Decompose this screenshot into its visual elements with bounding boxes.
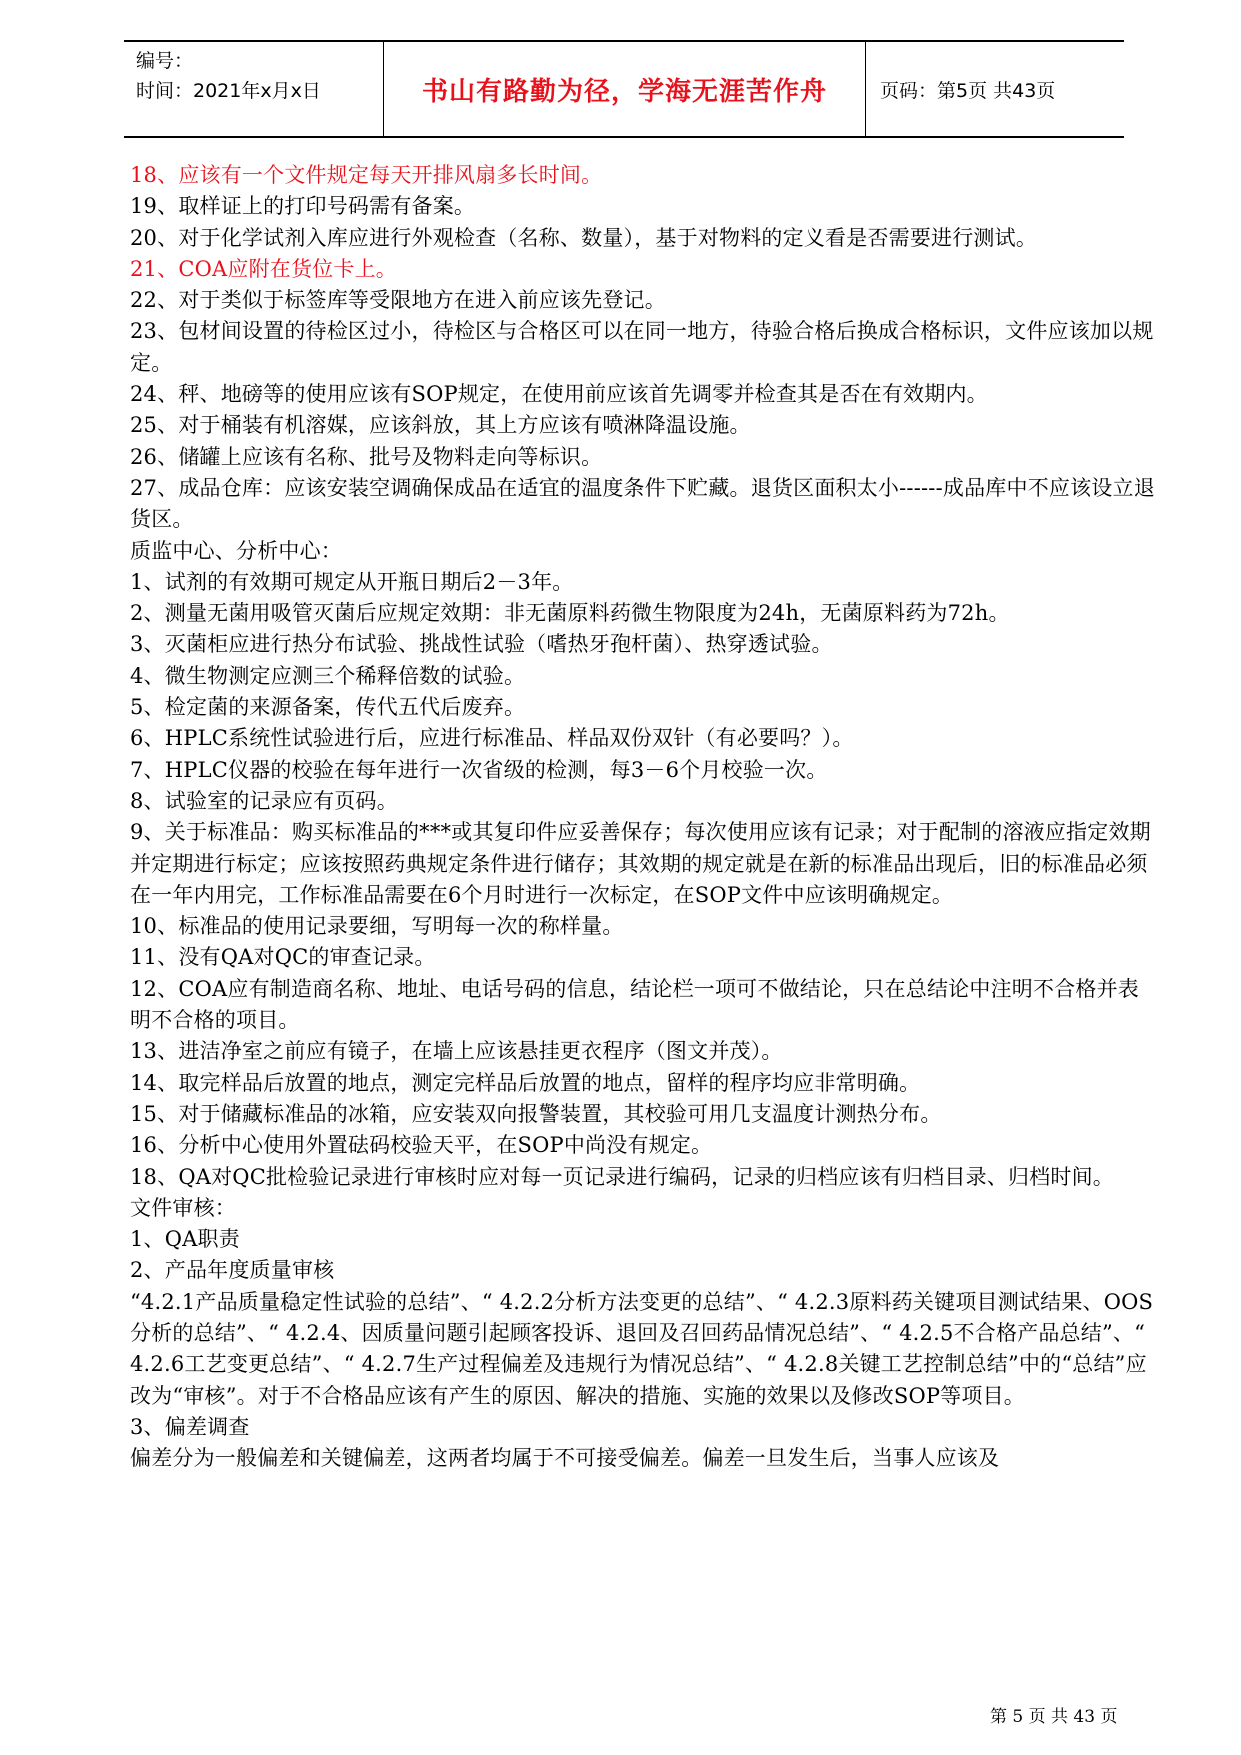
paragraph: 12、COA应有制造商名称、地址、电话号码的信息，结论栏一项可不做结论，只在总结论中注明不合格并表明不合格的项目。 bbox=[130, 976, 1139, 1033]
paragraph: 9、关于标准品：购买标准品的***或其复印件应妥善保存；每次使用应该有记录；对于配制的溶液应指定效期并定期进行标定；应该按照药典规定条件进行储存；其效期的规定就是在新的标准品出现后，旧的标准品必须在一年内用完，工作标准品需要在6个月时进行一次标定，在SOP文件中应该明确规定。 bbox=[130, 820, 1151, 907]
paragraph: 27、成品仓库：应该安装空调确保成品在适宜的温度条件下贮藏。退货区面积太小------成品库中不应该设立退货区。 bbox=[130, 475, 1155, 532]
paragraph: 22、对于类似于标签库等受限地方在进入前应该先登记。 bbox=[130, 288, 666, 313]
paragraph: 16、分析中心使用外置砝码校验天平，在SOP中尚没有规定。 bbox=[130, 1133, 713, 1158]
paragraph: 质监中心、分析中心： bbox=[130, 538, 342, 563]
paragraph: 18、应该有一个文件规定每天开排风扇多长时间。 bbox=[130, 163, 603, 187]
paragraph: 2、产品年度质量审核 bbox=[130, 1258, 335, 1283]
paragraph: 1、试剂的有效期可规定从开瓶日期后2－3年。 bbox=[130, 569, 574, 594]
header-motto: 书山有路勤为径，学海无涯苦作舟 bbox=[384, 42, 866, 136]
paragraph: 3、偏差调查 bbox=[130, 1414, 250, 1439]
header-meta bbox=[124, 42, 384, 136]
paragraph: 15、对于储藏标准品的冰箱，应安装双向报警装置，其校验可用几支温度计测热分布。 bbox=[130, 1101, 942, 1126]
paragraph: 13、进洁净室之前应有镜子，在墙上应该悬挂更衣程序（图文并茂）。 bbox=[130, 1039, 783, 1064]
paragraph: 25、对于桶装有机溶媒，应该斜放，其上方应该有喷淋降温设施。 bbox=[130, 413, 751, 438]
paragraph: 偏差分为一般偏差和关键偏差，这两者均属于不可接受偏差。偏差一旦发生后，当事人应该及 bbox=[130, 1446, 1000, 1471]
paragraph: 7、HPLC仪器的校验在每年进行一次省级的检测，每3－6个月校验一次。 bbox=[130, 757, 828, 782]
paragraph: 2、测量无菌用吸管灭菌后应规定效期：非无菌原料药微生物限度为24h，无菌原料药为72h。 bbox=[130, 601, 1010, 626]
paragraph: 14、取完样品后放置的地点，测定完样品后放置的地点，留样的程序均应非常明确。 bbox=[130, 1070, 921, 1095]
paragraph: 19、取样证上的打印号码需有备案。 bbox=[130, 194, 476, 219]
paragraph: 8、试验室的记录应有页码。 bbox=[130, 788, 398, 813]
document-body bbox=[130, 160, 1160, 1474]
paragraph: 23、包材间设置的待检区过小，待检区与合格区可以在同一地方，待验合格后换成合格标识，文件应该加以规定。 bbox=[130, 319, 1154, 375]
paragraph: “4.2.1产品质量稳定性试验的总结”、“ 4.2.2分析方法变更的总结”、“ 4.2.3原料药关键项目测试结果、OOS分析的总结”、“ 4.2.4、因质量问题引起顾客投诉、退回及召回药品情况总结”、“ 4.2.5不合格产品总结”、“ 4.2.6工艺变更总结”、“ 4.2.7生产过程偏差及违规行为情况总结”、“ 4.2.8关键工艺控制总结”中的“总结”应改为“审核”。对于不合格品应该有产生的原因、解决的措施、实施的效果以及修改SOP等项目。 bbox=[130, 1289, 1154, 1408]
paragraph: 5、检定菌的来源备案，传代五代后废弃。 bbox=[130, 695, 526, 720]
paragraph: 1、QA职责 bbox=[130, 1227, 240, 1252]
paragraph: 6、HPLC系统性试验进行后，应进行标准品、样品双份双针（有必要吗？）。 bbox=[130, 726, 854, 751]
header-page-info: 页码：第5页 共43页 bbox=[880, 79, 1056, 102]
document-number-label: 编号： bbox=[136, 50, 194, 72]
paragraph: 4、微生物测定应测三个稀释倍数的试验。 bbox=[130, 663, 526, 688]
paragraph: 21、COA应附在货位卡上。 bbox=[130, 256, 397, 281]
paragraph: 18、QA对QC批检验记录进行审核时应对每一页记录进行编码，记录的归档应该有归档目录、归档时间。 bbox=[130, 1164, 1114, 1189]
paragraph: 11、没有QA对QC的审查记录。 bbox=[130, 945, 436, 970]
paragraph: 文件审核： bbox=[130, 1195, 236, 1220]
page-header bbox=[124, 40, 1124, 138]
document-time-label: 时间：2021年x月x日 bbox=[136, 80, 321, 102]
paragraph: 26、储罐上应该有名称、批号及物料走向等标识。 bbox=[130, 444, 603, 469]
paragraph: 20、对于化学试剂入库应进行外观检查（名称、数量），基于对物料的定义看是否需要进行测试。 bbox=[130, 225, 1038, 250]
paragraph: 24、秤、地磅等的使用应该有SOP规定，在使用前应该首先调零并检查其是否在有效期内。 bbox=[130, 382, 988, 407]
paragraph: 3、灭菌柜应进行热分布试验、挑战性试验（嗜热牙孢杆菌）、热穿透试验。 bbox=[130, 632, 833, 657]
paragraph: 10、标准品的使用记录要细，写明每一次的称样量。 bbox=[130, 914, 624, 939]
page-footer: 第 5 页 共 43 页 bbox=[990, 1707, 1118, 1727]
